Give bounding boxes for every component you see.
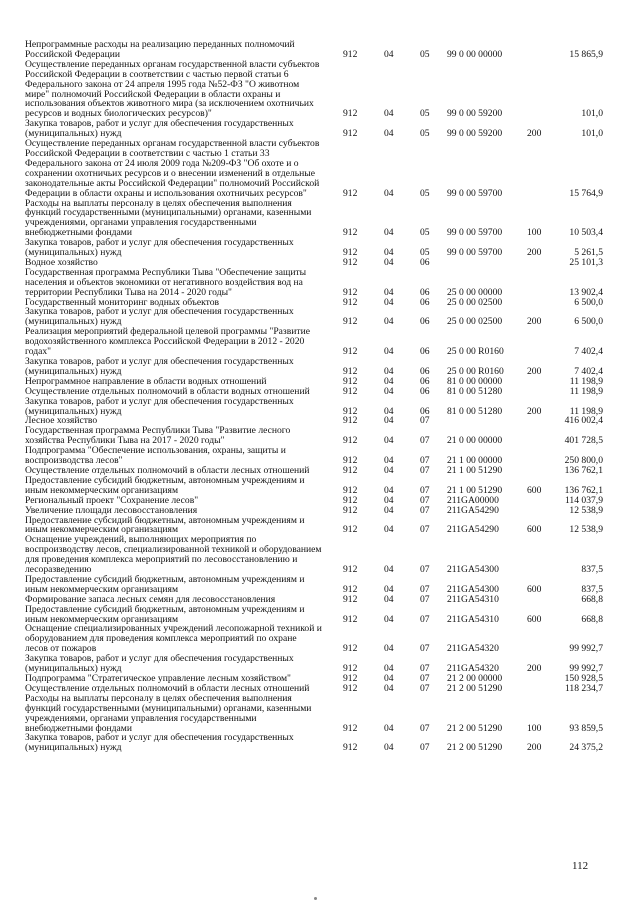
row-description: Реализация мероприятий федеральной целевой программы "Развитие водохозяйственного комплекса Российской Федерации в 2012 - 2020 годах" (25, 326, 310, 358)
section-code: 04 (384, 286, 394, 298)
target-article-code: 211GA54290 (447, 504, 499, 516)
row-description: Осуществление отдельных полномочий в области водных отношений (25, 385, 310, 397)
section-code: 04 (384, 524, 394, 536)
amount: 668,8 (581, 593, 603, 605)
expense-type-code: 600 (527, 524, 542, 536)
amount: 837,5 (581, 583, 603, 595)
row-description: Предоставление субсидий бюджетным, автономным учреждениям и иным некоммерческим организациям (25, 603, 305, 625)
scan-dot (314, 897, 317, 900)
row-description: Государственная программа Республики Тыва "Обеспечение защиты населения и объектов экономики от негативного воздействия вод на территории Республики Тыва на 2014 - 2020 годы" (25, 266, 307, 298)
row-description: Формирование запаса лесных семян для лесовосстановления (25, 593, 276, 605)
target-article-code: 25 0 00 02500 (447, 316, 503, 328)
grbs-code: 912 (343, 464, 358, 476)
grbs-code: 912 (343, 643, 358, 655)
subsection-code: 07 (420, 682, 430, 694)
section-code: 04 (384, 494, 394, 506)
target-article-code: 21 2 00 51290 (447, 742, 503, 754)
target-article-code: 211GA00000 (447, 494, 499, 506)
section-code: 04 (384, 663, 394, 675)
target-article-code: 99 0 00 59200 (447, 108, 503, 120)
subsection-code: 06 (420, 256, 430, 268)
section-code: 04 (384, 613, 394, 625)
target-article-code: 21 2 00 51290 (447, 722, 503, 734)
grbs-code: 912 (343, 663, 358, 675)
amount: 5 261,5 (574, 247, 603, 259)
table-row (0, 476, 640, 496)
subsection-code: 05 (420, 227, 430, 239)
section-code: 04 (384, 227, 394, 239)
target-article-code: 211GA54320 (447, 663, 499, 675)
row-description: Региональный проект "Сохранение лесов" (25, 494, 199, 506)
target-article-code: 21 1 00 51290 (447, 464, 503, 476)
amount: 12 538,9 (569, 524, 603, 536)
target-article-code: 21 2 00 51290 (447, 682, 503, 694)
subsection-code: 07 (420, 455, 430, 467)
grbs-code: 912 (343, 128, 358, 140)
section-code: 04 (384, 296, 394, 308)
grbs-code: 912 (343, 187, 358, 199)
grbs-code: 912 (343, 365, 358, 377)
grbs-code: 912 (343, 583, 358, 595)
subsection-code: 06 (420, 405, 430, 417)
grbs-code: 912 (343, 593, 358, 605)
grbs-code: 912 (343, 385, 358, 397)
amount: 12 538,9 (569, 504, 603, 516)
subsection-code: 07 (420, 484, 430, 496)
amount: 99 992,7 (569, 643, 603, 655)
row-description: Осуществление переданных органам государственной власти субъектов Российской Федерации в соответствии с частью 1 статьи 33 Федерального закона от 24 июля 2009 года №209-ФЗ "Об охоте и о сохранении охотничьих ресурсов и о внесении изменений в отдельные законодательные акты Российской Федерации" полномочий Российской Федерации в области охраны и использования охотничьих ресурсов" (25, 138, 320, 199)
grbs-code: 912 (343, 673, 358, 684)
row-description: Увеличение площади лесовосстановления (25, 504, 198, 516)
expense-type-code: 100 (527, 227, 542, 239)
amount: 136 762,1 (564, 484, 603, 496)
expense-type-code: 200 (527, 742, 542, 754)
grbs-code: 912 (343, 286, 358, 298)
subsection-code: 07 (420, 504, 430, 516)
amount: 13 902,4 (569, 286, 603, 298)
subsection-code: 06 (420, 385, 430, 397)
section-code: 04 (384, 415, 394, 427)
grbs-code: 912 (343, 375, 358, 387)
expense-type-code: 200 (527, 128, 542, 140)
target-article-code: 21 2 00 00000 (447, 673, 503, 684)
grbs-code: 912 (343, 682, 358, 694)
amount: 93 859,5 (569, 722, 603, 734)
row-description: Осуществление отдельных полномочий в области лесных отношений (25, 682, 310, 694)
amount: 101,0 (581, 128, 603, 140)
table-row (0, 307, 640, 327)
table-row (0, 516, 640, 536)
section-code: 04 (384, 405, 394, 417)
section-code: 04 (384, 464, 394, 476)
section-code: 04 (384, 583, 394, 595)
grbs-code: 912 (343, 742, 358, 754)
target-article-code: 99 0 00 59700 (447, 187, 503, 199)
subsection-code: 06 (420, 296, 430, 308)
amount: 99 992,7 (569, 663, 603, 675)
row-description: Лесное хозяйство (25, 415, 98, 427)
target-article-code: 21 1 00 00000 (447, 455, 503, 467)
grbs-code: 912 (343, 524, 358, 536)
table-row (0, 357, 640, 377)
grbs-code: 912 (343, 722, 358, 734)
target-article-code: 211GA54310 (447, 613, 499, 625)
subsection-code: 05 (420, 48, 430, 60)
amount: 7 402,4 (574, 365, 603, 377)
grbs-code: 912 (343, 564, 358, 576)
expense-type-code: 200 (527, 316, 542, 328)
expense-type-code: 600 (527, 613, 542, 625)
subsection-code: 06 (420, 316, 430, 328)
amount: 6 500,0 (574, 316, 603, 328)
table-row (0, 327, 640, 357)
row-description: Предоставление субсидий бюджетным, автономным учреждениям и иным некоммерческим организациям (25, 573, 305, 595)
row-description: Оснащение учреждений, выполняющих мероприятия по воспроизводству лесов, специализированной техникой и оборудованием для проведения комплекса мероприятий по лесовосстановлению и лесоразведению (25, 534, 322, 576)
table-row (0, 506, 640, 516)
amount: 416 002,4 (564, 415, 603, 427)
row-description: Государственная программа Республики Тыва "Развитие лесного хозяйства Республики Тыва на 2017 - 2020 годы" (25, 425, 291, 447)
grbs-code: 912 (343, 415, 358, 427)
target-article-code: 211GA54310 (447, 593, 499, 605)
row-description: Водное хозяйство (25, 256, 98, 268)
table-row (0, 238, 640, 258)
row-description: Закупка товаров, работ и услуг для обеспечения государственных (муниципальных) нужд (25, 356, 294, 377)
target-article-code: 211GA54320 (447, 643, 499, 655)
section-code: 04 (384, 375, 394, 387)
subsection-code: 05 (420, 187, 430, 199)
subsection-code: 07 (420, 742, 430, 754)
row-description: Закупка товаров, работ и услуг для обеспечения государственных (муниципальных) нужд (25, 237, 294, 259)
row-description: Закупка товаров, работ и услуг для обеспечения государственных (муниципальных) нужд (25, 732, 294, 754)
target-article-code: 81 0 00 51280 (447, 385, 503, 397)
row-description: Расходы на выплаты персоналу в целях обеспечения выполнения функций государственными (муниципальными) органами, казенными учреждениями, органами управления государственными внебюджетными фондами (25, 197, 312, 239)
row-description: Расходы на выплаты персоналу в целях обеспечения выполнения функций государственными (муниципальными) органами, казенными учреждениями, органами управления государственными внебюджетными фондами (25, 692, 312, 734)
row-description: Непрограммные расходы на реализацию переданных полномочий Российской Федерации (25, 39, 295, 60)
table-row (0, 139, 640, 198)
expense-type-code: 600 (527, 484, 542, 496)
amount: 24 375,2 (569, 742, 603, 754)
table-row (0, 575, 640, 595)
amount: 11 198,9 (569, 385, 603, 397)
target-article-code: 211GA54300 (447, 583, 499, 595)
amount: 150 928,5 (564, 673, 603, 684)
row-description: Непрограммное направление в области водных отношений (25, 375, 267, 387)
budget-table (0, 40, 640, 753)
row-description: Закупка товаров, работ и услуг для обеспечения государственных (муниципальных) нужд (25, 653, 294, 675)
target-article-code: 21 0 00 00000 (447, 435, 503, 447)
subsection-code: 07 (420, 464, 430, 476)
table-row (0, 694, 640, 734)
subsection-code: 07 (420, 673, 430, 684)
section-code: 04 (384, 455, 394, 467)
row-description: Подпрограмма "Стратегическое управление лесным хозяйством" (25, 673, 291, 684)
target-article-code: 25 0 00 R0160 (447, 346, 504, 358)
amount: 101,0 (581, 108, 603, 120)
target-article-code: 25 0 00 R0160 (447, 365, 504, 377)
target-article-code: 99 0 00 59200 (447, 128, 503, 140)
row-description: Осуществление отдельных полномочий в области лесных отношений (25, 464, 310, 476)
subsection-code: 05 (420, 128, 430, 140)
table-row (0, 733, 640, 753)
section-code: 04 (384, 365, 394, 377)
row-description: Закупка товаров, работ и услуг для обеспечения государственных (муниципальных) нужд (25, 306, 294, 328)
expense-type-code: 200 (527, 405, 542, 417)
grbs-code: 912 (343, 247, 358, 259)
subsection-code: 07 (420, 435, 430, 447)
amount: 837,5 (581, 564, 603, 576)
grbs-code: 912 (343, 48, 358, 60)
grbs-code: 912 (343, 455, 358, 467)
expense-type-code: 200 (527, 247, 542, 259)
subsection-code: 07 (420, 415, 430, 427)
section-code: 04 (384, 435, 394, 447)
amount: 250 800,0 (564, 455, 603, 467)
section-code: 04 (384, 48, 394, 60)
table-row (0, 624, 640, 654)
subsection-code: 07 (420, 663, 430, 675)
subsection-code: 06 (420, 365, 430, 377)
amount: 136 762,1 (564, 464, 603, 476)
amount: 668,8 (581, 613, 603, 625)
subsection-code: 07 (420, 593, 430, 605)
amount: 25 101,3 (569, 256, 603, 268)
subsection-code: 07 (420, 613, 430, 625)
amount: 6 500,0 (574, 296, 603, 308)
grbs-code: 912 (343, 256, 358, 268)
subsection-code: 07 (420, 564, 430, 576)
grbs-code: 912 (343, 435, 358, 447)
amount: 11 198,9 (569, 375, 603, 387)
subsection-code: 07 (420, 583, 430, 595)
subsection-code: 07 (420, 722, 430, 734)
subsection-code: 06 (420, 375, 430, 387)
amount: 15 764,9 (569, 187, 603, 199)
amount: 401 728,5 (564, 435, 603, 447)
grbs-code: 912 (343, 494, 358, 506)
expense-type-code: 200 (527, 365, 542, 377)
grbs-code: 912 (343, 108, 358, 120)
table-row (0, 605, 640, 625)
page-number: 112 (572, 860, 589, 872)
grbs-code: 912 (343, 504, 358, 516)
subsection-code: 07 (420, 494, 430, 506)
target-article-code: 25 0 00 00000 (447, 286, 503, 298)
section-code: 04 (384, 247, 394, 259)
grbs-code: 912 (343, 227, 358, 239)
target-article-code: 21 1 00 51290 (447, 484, 503, 496)
expense-type-code: 600 (527, 583, 542, 595)
table-row (0, 426, 640, 446)
target-article-code: 81 0 00 51280 (447, 405, 503, 417)
amount: 114 037,9 (564, 494, 603, 506)
grbs-code: 912 (343, 613, 358, 625)
section-code: 04 (384, 593, 394, 605)
amount: 11 198,9 (569, 405, 603, 417)
target-article-code: 211GA54300 (447, 564, 499, 576)
subsection-code: 06 (420, 346, 430, 358)
row-description: Закупка товаров, работ и услуг для обеспечения государственных (муниципальных) нужд (25, 118, 294, 140)
target-article-code: 99 0 00 59700 (447, 247, 503, 259)
section-code: 04 (384, 346, 394, 358)
target-article-code: 211GA54290 (447, 524, 499, 536)
table-row (0, 535, 640, 575)
grbs-code: 912 (343, 484, 358, 496)
section-code: 04 (384, 316, 394, 328)
section-code: 04 (384, 187, 394, 199)
section-code: 04 (384, 564, 394, 576)
grbs-code: 912 (343, 405, 358, 417)
table-row (0, 199, 640, 239)
grbs-code: 912 (343, 316, 358, 328)
grbs-code: 912 (343, 346, 358, 358)
section-code: 04 (384, 643, 394, 655)
target-article-code: 25 0 00 02500 (447, 296, 503, 308)
table-row (0, 446, 640, 466)
section-code: 04 (384, 108, 394, 120)
section-code: 04 (384, 673, 394, 684)
subsection-code: 07 (420, 524, 430, 536)
row-description: Предоставление субсидий бюджетным, автономным учреждениям и иным некоммерческим организациям (25, 474, 305, 496)
expense-type-code: 100 (527, 722, 542, 734)
row-description: Государственный мониторинг водных объектов (25, 296, 220, 308)
amount: 7 402,4 (574, 346, 603, 358)
subsection-code: 06 (420, 286, 430, 298)
section-code: 04 (384, 256, 394, 268)
table-row (0, 119, 640, 139)
subsection-code: 07 (420, 643, 430, 655)
subsection-code: 05 (420, 108, 430, 120)
section-code: 04 (384, 385, 394, 397)
subsection-code: 05 (420, 247, 430, 259)
row-description: Подпрограмма "Обеспечение использования, охраны, защиты и воспроизводства лесов" (25, 445, 286, 467)
target-article-code: 99 0 00 59700 (447, 227, 503, 239)
target-article-code: 99 0 00 00000 (447, 48, 503, 60)
amount: 15 865,9 (569, 48, 603, 60)
grbs-code: 912 (343, 296, 358, 308)
section-code: 04 (384, 682, 394, 694)
section-code: 04 (384, 504, 394, 516)
target-article-code: 81 0 00 00000 (447, 375, 503, 387)
expense-type-code: 200 (527, 663, 542, 675)
section-code: 04 (384, 742, 394, 754)
row-description: Осуществление переданных органам государственной власти субъектов Российской Федерации в соответствии с частью первой статьи 6 Федерального закона от 24 апреля 1995 года №52-ФЗ "О животном мире" полномочий Российской Федерации в области охраны и использования объектов животного мира (за исключением охотничьих ресурсов и водных биологических ресурсов)" (25, 58, 320, 120)
table-row (0, 60, 640, 119)
table-row (0, 654, 640, 674)
amount: 118 234,7 (564, 682, 603, 694)
section-code: 04 (384, 128, 394, 140)
section-code: 04 (384, 484, 394, 496)
table-row (0, 268, 640, 298)
section-code: 04 (384, 722, 394, 734)
table-row (0, 40, 640, 60)
table-row (0, 397, 640, 417)
row-description: Оснащение специализированных учреждений лесопожарной техникой и оборудованием для проведения комплекса мероприятий по охране лесов от пожаров (25, 623, 322, 655)
amount: 10 503,4 (569, 227, 603, 239)
row-description: Предоставление субсидий бюджетным, автономным учреждениям и иным некоммерческим организациям (25, 514, 305, 536)
row-description: Закупка товаров, работ и услуг для обеспечения государственных (муниципальных) нужд (25, 395, 294, 417)
